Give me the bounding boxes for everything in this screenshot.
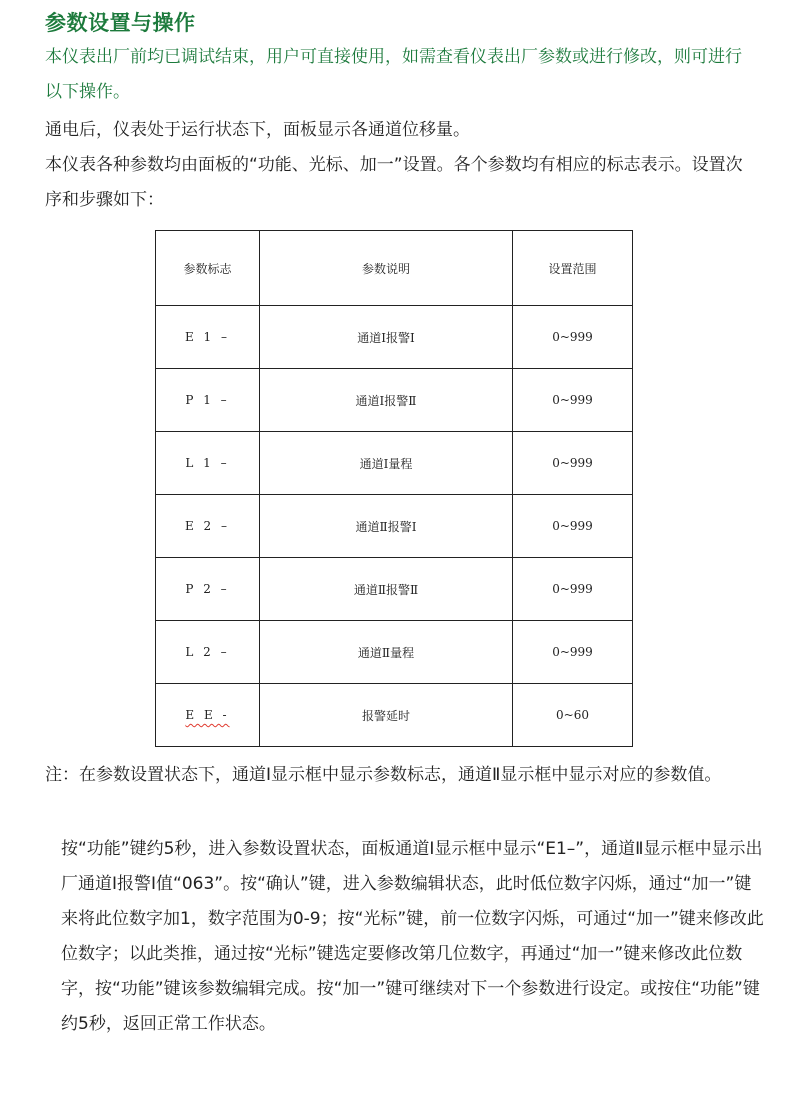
table-row [156,306,633,369]
table-row [156,558,633,621]
power-on-paragraph: 通电后，仪表处于运行状态下，面板显示各通道位移量。 [45,120,470,140]
note-paragraph: 注：在参数设置状态下，通道Ⅰ显示框中显示参数标志，通道Ⅱ显示框中显示对应的参数值。 [45,765,722,785]
parameter-table [155,230,633,747]
header-description: 参数说明 [260,231,513,306]
param-flag: P 2 – [156,558,260,621]
table-row [156,369,633,432]
param-description: 通道Ⅰ量程 [260,432,513,495]
param-flag: P 1 – [156,369,260,432]
param-description: 通道Ⅰ报警Ⅰ [260,306,513,369]
param-flag: L 1 – [156,432,260,495]
param-range: 0~999 [513,369,633,432]
param-range: 0~999 [513,558,633,621]
param-range: 0~999 [513,306,633,369]
header-range: 设置范围 [513,231,633,306]
parameter-intro-paragraph: 本仪表各种参数均由面板的“功能、光标、加一”设置。各个参数均有相应的标志表示。设置次序和步骤如下： [45,155,743,210]
param-range: 0~999 [513,621,633,684]
header-flag: 参数标志 [156,231,260,306]
param-flag: E E - [185,708,230,722]
table-row [156,495,633,558]
table-row [156,432,633,495]
param-flag: E 2 – [156,495,260,558]
param-range: 0~999 [513,432,633,495]
param-description: 通道Ⅰ报警Ⅱ [260,369,513,432]
param-description: 通道Ⅱ量程 [260,621,513,684]
param-flag-cell [156,684,260,747]
param-range: 0~999 [513,495,633,558]
param-description: 通道Ⅱ报警Ⅰ [260,495,513,558]
table-row [156,684,633,747]
param-description: 报警延时 [260,684,513,747]
instructions-paragraph: 按“功能”键约5秒，进入参数设置状态，面板通道Ⅰ显示框中显示“E1–”，通道Ⅱ显示框中显示出厂通道Ⅰ报警Ⅰ值“063”。按“确认”键，进入参数编辑状态，此时低位数字闪烁，通过“加一”键来将此位数字加1，数字范围为0-9；按“光标”键，前一位数字闪烁，可通过“加一”键来修改此位数字；以此类推，通过按“光标”键选定要修改第几位数字，再通过“加一”键来修改此位数字，按“功能”键该参数编辑完成。按“加一”键可继续对下一个参数进行设定。或按住“功能”键约5秒，返回正常工作状态。 [61,839,764,1034]
param-description: 通道Ⅱ报警Ⅱ [260,558,513,621]
param-flag: E 1 – [156,306,260,369]
intro-paragraph: 本仪表出厂前均已调试结束，用户可直接使用，如需查看仪表出厂参数或进行修改，则可进行以下操作。 [45,47,742,102]
param-flag: L 2 – [156,621,260,684]
table-row [156,621,633,684]
param-range: 0~60 [513,684,633,747]
table-header-row [156,231,633,306]
section-title: 参数设置与操作 [45,11,196,35]
